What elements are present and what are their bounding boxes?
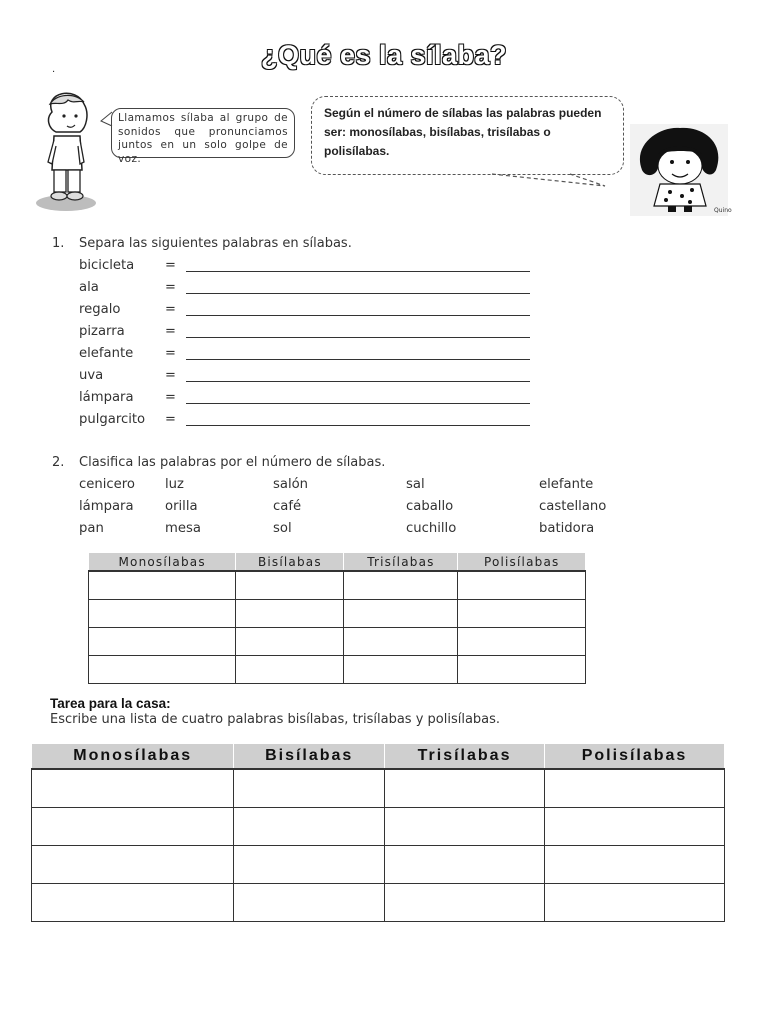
answer-cell[interactable] [89,628,236,656]
equals-sign: = [165,258,176,273]
syllable-word: ala [79,280,99,295]
equals-sign: = [165,412,176,427]
table-row [32,808,725,846]
classify-word: cuchillo [406,521,457,536]
classify-word: sal [406,477,425,492]
answer-cell[interactable] [32,769,234,808]
syllable-word: pulgarcito [79,412,146,427]
page-title: ¿Qué es la sílaba? [260,40,508,70]
answer-cell[interactable] [344,628,458,656]
classify-word: pan [79,521,104,536]
answer-cell[interactable] [236,571,344,600]
girl-illustration [630,124,732,216]
classify-word: mesa [165,521,201,536]
equals-sign: = [165,324,176,339]
info-bubble: Según el número de sílabas las palabras pueden ser: monosílabas, bisílabas, trisílabas o polisílabas. [311,96,624,175]
answer-cell[interactable] [385,884,545,922]
classify-word: salón [273,477,309,492]
classification-table [88,552,586,684]
answer-line[interactable] [186,293,530,294]
answer-line[interactable] [186,425,530,426]
table-row [32,846,725,884]
answer-cell[interactable] [458,571,586,600]
exercise2-number: 2. [52,455,65,470]
classify-word: cenicero [79,477,135,492]
answer-cell[interactable] [385,769,545,808]
classify-word: orilla [165,499,198,514]
syllable-word: pizarra [79,324,125,339]
syllable-word: lámpara [79,390,134,405]
classify-word: lámpara [79,499,134,514]
syllable-word: bicicleta [79,258,135,273]
equals-sign: = [165,280,176,295]
column-header: Trisílabas [344,553,458,572]
answer-cell[interactable] [545,769,725,808]
classify-word: sol [273,521,292,536]
table-row [32,769,725,808]
classify-word: elefante [539,477,594,492]
answer-cell[interactable] [385,808,545,846]
column-header: Bisílabas [236,553,344,572]
answer-cell[interactable] [234,884,385,922]
signature: Quino [714,207,732,214]
syllable-word: uva [79,368,104,383]
column-header: Monosílabas [89,553,236,572]
stray-dot: . [52,64,56,75]
answer-cell[interactable] [32,808,234,846]
answer-cell[interactable] [385,846,545,884]
answer-line[interactable] [186,403,530,404]
equals-sign: = [165,368,176,383]
answer-cell[interactable] [234,808,385,846]
table-row [89,600,586,628]
column-header: Bisílabas [234,744,385,770]
answer-cell[interactable] [89,571,236,600]
homework-heading: Tarea para la casa: [50,696,171,711]
column-header: Monosílabas [32,744,234,770]
answer-cell[interactable] [32,884,234,922]
boy-illustration [34,90,100,214]
table-row [32,884,725,922]
answer-cell[interactable] [89,656,236,684]
definition-bubble: Llamamos sílaba al grupo de sonidos que pronunciamos juntos en un solo golpe de voz. [111,108,295,158]
table-row [89,628,586,656]
classify-word: luz [165,477,184,492]
classify-word: castellano [539,499,607,514]
column-header: Polisílabas [545,744,725,770]
exercise1-number: 1. [52,236,65,251]
answer-cell[interactable] [545,884,725,922]
classify-word: café [273,499,302,514]
equals-sign: = [165,390,176,405]
answer-cell[interactable] [344,600,458,628]
answer-cell[interactable] [32,846,234,884]
exercise2-instruction: Clasifica las palabras por el número de sílabas. [79,455,386,470]
homework-instruction: Escribe una lista de cuatro palabras bisílabas, trisílabas y polisílabas. [50,712,501,727]
classify-word: batidora [539,521,595,536]
answer-cell[interactable] [236,656,344,684]
classify-word: caballo [406,499,454,514]
answer-cell[interactable] [545,846,725,884]
answer-line[interactable] [186,359,530,360]
answer-line[interactable] [186,271,530,272]
syllable-word: elefante [79,346,134,361]
syllable-word: regalo [79,302,121,317]
answer-cell[interactable] [236,628,344,656]
answer-cell[interactable] [458,628,586,656]
answer-line[interactable] [186,337,530,338]
answer-cell[interactable] [344,656,458,684]
bubble-tail-dashed-icon [490,170,610,190]
column-header: Trisílabas [385,744,545,770]
answer-cell[interactable] [545,808,725,846]
answer-cell[interactable] [458,600,586,628]
column-header: Polisílabas [458,553,586,572]
equals-sign: = [165,302,176,317]
answer-cell[interactable] [234,846,385,884]
homework-table [31,743,725,922]
table-row [89,656,586,684]
answer-line[interactable] [186,315,530,316]
exercise1-instruction: Separa las siguientes palabras en sílabas. [79,236,352,251]
equals-sign: = [165,346,176,361]
answer-line[interactable] [186,381,530,382]
table-row [89,571,586,600]
answer-cell[interactable] [234,769,385,808]
answer-cell[interactable] [236,600,344,628]
answer-cell[interactable] [344,571,458,600]
answer-cell[interactable] [89,600,236,628]
answer-cell[interactable] [458,656,586,684]
